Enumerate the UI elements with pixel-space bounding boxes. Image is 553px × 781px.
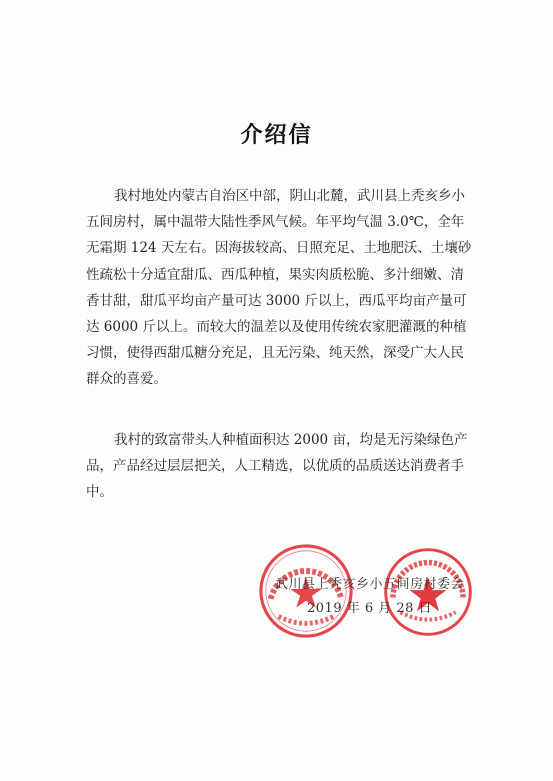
paragraph-2-line: 我村的致富带头人种植面积达 2000 亩，均是无污染绿色产 [114,432,468,448]
paragraph-2-line: 中。 [86,484,113,501]
paragraph-1-line: 群众的喜爱。 [86,371,167,388]
signature-date: 2019 年 6 月 28 日 [307,601,433,616]
paragraph-1-line: 无霜期 124 天左右。因海拔较高、日照充足、土地肥沃、土壤砂 [86,240,472,257]
paragraph-1-line: 我村地处内蒙古自治区中部，阴山北麓，武川县上秃亥乡小 [114,188,465,204]
paragraph-1-line: 达 6000 斤以上。而较大的温差以及使用传统农家肥灌溉的种植 [86,319,467,336]
paragraph-1-line: 香甘甜，甜瓜平均亩产量可达 3000 斤以上，西瓜平均亩产量可 [86,292,467,309]
village-committee-seal [382,546,474,638]
signature-org: 武川县上秃亥乡小五间房村委会 [275,577,465,592]
paragraph-1 [86,183,492,393]
paragraph-2-line: 品，产品经过层层把关，人工精选，以优质的品质送达消费者手 [86,458,464,475]
paragraph-1-line: 习惯，使得西甜瓜糖分充足，且无污染、纯天然，深受广大人民 [86,345,464,362]
paragraph-1-line: 性疏松十分适宜甜瓜、西瓜种植，果实肉质松脆、多汁细嫩、清 [86,266,464,283]
document-title: 介绍信 [240,122,313,148]
paragraph-2 [86,427,492,506]
paragraph-1-line: 五间房村，属中温带大陆性季风气候。年平均气温 3.0℃，全年 [86,214,465,231]
